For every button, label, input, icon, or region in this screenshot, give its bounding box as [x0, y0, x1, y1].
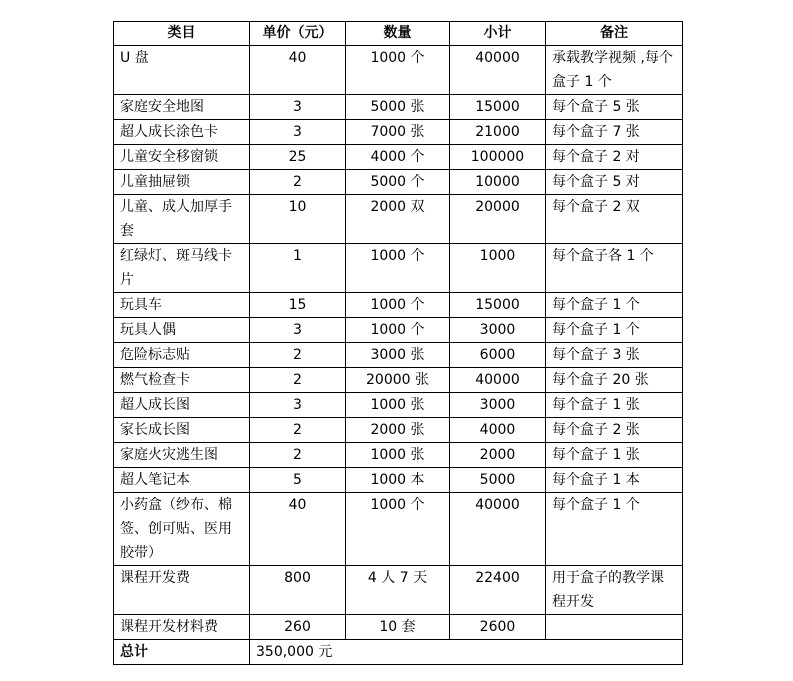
cell-subtotal: 3000 — [450, 318, 546, 343]
table-row — [114, 493, 683, 566]
cell-unit-price: 3 — [250, 95, 346, 120]
cell-unit-price: 2 — [250, 170, 346, 195]
header-subtotal: 小计 — [450, 22, 546, 46]
cell-item: 超人成长图 — [114, 393, 250, 418]
cell-item: 玩具车 — [114, 293, 250, 318]
cell-quantity: 1000 张 — [346, 443, 450, 468]
table-row — [114, 170, 683, 195]
cell-quantity: 4000 个 — [346, 145, 450, 170]
cell-note: 每个盒子 1 个 — [546, 318, 683, 343]
cell-unit-price: 3 — [250, 393, 346, 418]
cell-quantity: 10 套 — [346, 615, 450, 640]
cell-subtotal: 40000 — [450, 493, 546, 566]
table-row — [114, 318, 683, 343]
cell-item: 家庭火灾逃生图 — [114, 443, 250, 468]
table-row — [114, 343, 683, 368]
cell-subtotal: 100000 — [450, 145, 546, 170]
table-row — [114, 120, 683, 145]
cell-subtotal: 20000 — [450, 195, 546, 244]
budget-table — [113, 21, 683, 665]
table-row — [114, 46, 683, 95]
cell-quantity: 1000 个 — [346, 293, 450, 318]
cell-note: 每个盒子 5 对 — [546, 170, 683, 195]
cell-unit-price: 2 — [250, 418, 346, 443]
table-row — [114, 293, 683, 318]
cell-subtotal: 6000 — [450, 343, 546, 368]
cell-unit-price: 2 — [250, 443, 346, 468]
cell-unit-price: 2 — [250, 343, 346, 368]
table-row — [114, 566, 683, 615]
cell-item: 燃气检查卡 — [114, 368, 250, 393]
cell-note — [546, 615, 683, 640]
cell-quantity: 7000 张 — [346, 120, 450, 145]
cell-note: 每个盒子 5 张 — [546, 95, 683, 120]
cell-note: 每个盒子 3 张 — [546, 343, 683, 368]
cell-note: 每个盒子 2 张 — [546, 418, 683, 443]
cell-unit-price: 15 — [250, 293, 346, 318]
cell-unit-price: 25 — [250, 145, 346, 170]
cell-unit-price: 40 — [250, 493, 346, 566]
table-row — [114, 95, 683, 120]
cell-quantity: 4 人 7 天 — [346, 566, 450, 615]
table-row — [114, 468, 683, 493]
table-row — [114, 244, 683, 293]
table-row — [114, 615, 683, 640]
cell-unit-price: 260 — [250, 615, 346, 640]
cell-note: 每个盒子各 1 个 — [546, 244, 683, 293]
cell-subtotal: 22400 — [450, 566, 546, 615]
cell-unit-price: 800 — [250, 566, 346, 615]
cell-quantity: 2000 双 — [346, 195, 450, 244]
cell-quantity: 1000 张 — [346, 393, 450, 418]
cell-subtotal: 15000 — [450, 293, 546, 318]
cell-note: 每个盒子 1 个 — [546, 293, 683, 318]
cell-quantity: 5000 张 — [346, 95, 450, 120]
header-note: 备注 — [546, 22, 683, 46]
cell-subtotal: 2000 — [450, 443, 546, 468]
cell-unit-price: 1 — [250, 244, 346, 293]
cell-note: 承载教学视频 ,每个盒子 1 个 — [546, 46, 683, 95]
cell-quantity: 2000 张 — [346, 418, 450, 443]
cell-quantity: 1000 个 — [346, 46, 450, 95]
cell-note: 每个盒子 20 张 — [546, 368, 683, 393]
cell-note: 每个盒子 1 本 — [546, 468, 683, 493]
cell-note: 每个盒子 1 个 — [546, 493, 683, 566]
cell-note: 每个盒子 2 对 — [546, 145, 683, 170]
cell-item: 儿童抽屉锁 — [114, 170, 250, 195]
cell-item: 红绿灯、斑马线卡片 — [114, 244, 250, 293]
header-quantity: 数量 — [346, 22, 450, 46]
table-row — [114, 195, 683, 244]
cell-unit-price: 40 — [250, 46, 346, 95]
cell-item: 超人成长涂色卡 — [114, 120, 250, 145]
cell-subtotal: 15000 — [450, 95, 546, 120]
cell-subtotal: 40000 — [450, 368, 546, 393]
table-row — [114, 368, 683, 393]
cell-item: 小药盒（纱布、棉签、创可贴、医用胶带） — [114, 493, 250, 566]
header-row — [114, 22, 683, 46]
cell-item: 儿童安全移窗锁 — [114, 145, 250, 170]
cell-note: 每个盒子 2 双 — [546, 195, 683, 244]
cell-note: 每个盒子 1 张 — [546, 393, 683, 418]
cell-quantity: 3000 张 — [346, 343, 450, 368]
cell-subtotal: 5000 — [450, 468, 546, 493]
table-row — [114, 393, 683, 418]
cell-note: 用于盒子的教学课程开发 — [546, 566, 683, 615]
cell-subtotal: 21000 — [450, 120, 546, 145]
cell-item: 家长成长图 — [114, 418, 250, 443]
header-item: 类目 — [114, 22, 250, 46]
cell-quantity: 1000 个 — [346, 244, 450, 293]
cell-subtotal: 40000 — [450, 46, 546, 95]
total-row — [114, 640, 683, 665]
cell-item: U 盘 — [114, 46, 250, 95]
cell-item: 危险标志贴 — [114, 343, 250, 368]
cell-quantity: 1000 本 — [346, 468, 450, 493]
cell-quantity: 1000 个 — [346, 493, 450, 566]
cell-quantity: 1000 个 — [346, 318, 450, 343]
cell-unit-price: 10 — [250, 195, 346, 244]
cell-subtotal: 4000 — [450, 418, 546, 443]
header-unit-price: 单价（元） — [250, 22, 346, 46]
cell-subtotal: 1000 — [450, 244, 546, 293]
cell-subtotal: 10000 — [450, 170, 546, 195]
cell-item: 儿童、成人加厚手套 — [114, 195, 250, 244]
cell-subtotal: 3000 — [450, 393, 546, 418]
table-row — [114, 145, 683, 170]
cell-subtotal: 2600 — [450, 615, 546, 640]
cell-unit-price: 5 — [250, 468, 346, 493]
cell-unit-price: 3 — [250, 120, 346, 145]
cell-item: 超人笔记本 — [114, 468, 250, 493]
cell-item: 玩具人偶 — [114, 318, 250, 343]
cell-item: 家庭安全地图 — [114, 95, 250, 120]
cell-item: 课程开发费 — [114, 566, 250, 615]
cell-unit-price: 2 — [250, 368, 346, 393]
cell-unit-price: 3 — [250, 318, 346, 343]
table-row — [114, 443, 683, 468]
cell-quantity: 20000 张 — [346, 368, 450, 393]
table-row — [114, 418, 683, 443]
cell-note: 每个盒子 1 张 — [546, 443, 683, 468]
total-value: 350,000 元 — [250, 640, 683, 665]
cell-item: 课程开发材料费 — [114, 615, 250, 640]
total-label: 总计 — [114, 640, 250, 665]
cell-quantity: 5000 个 — [346, 170, 450, 195]
cell-note: 每个盒子 7 张 — [546, 120, 683, 145]
